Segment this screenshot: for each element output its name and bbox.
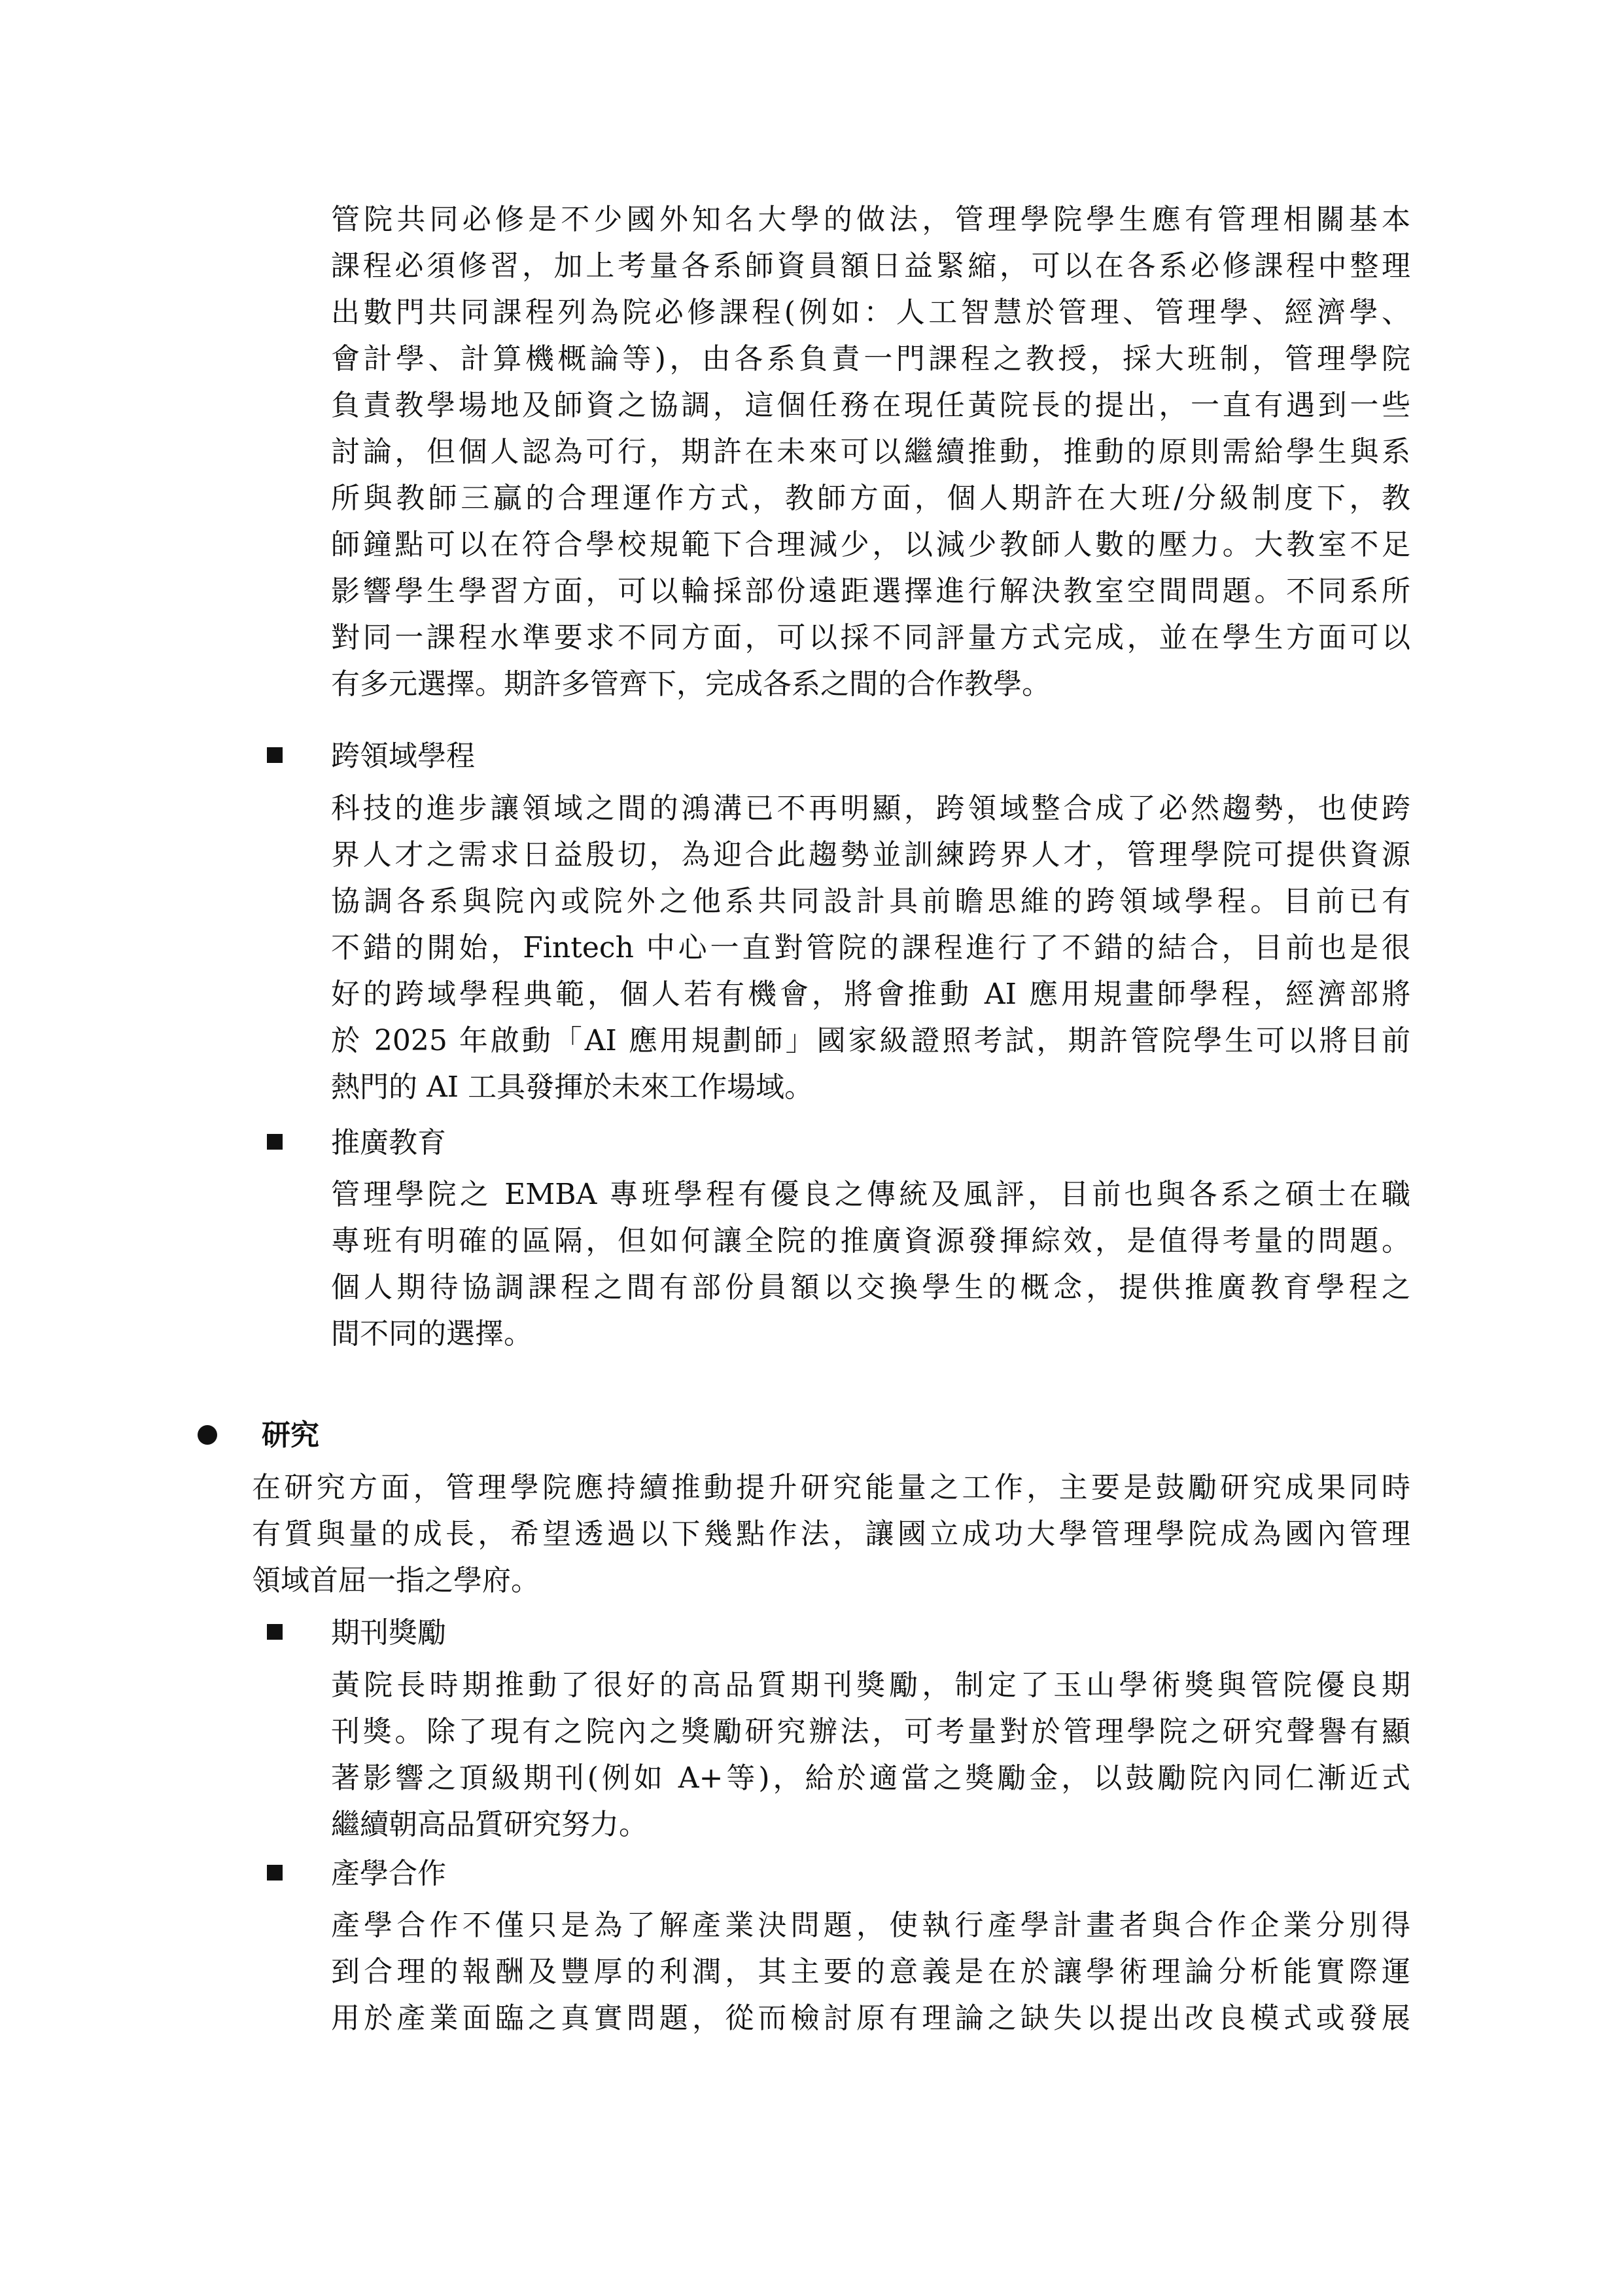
round-bullet-icon <box>198 1425 217 1445</box>
text-line: 界人才之需求日益殷切，為迎合此趨勢並訓練跨界人才，管理學院可提供資源 <box>331 838 1410 872</box>
text-line: 黃院長時期推動了很好的高品質期刊獎勵，制定了玉山學術獎與管院優良期 <box>331 1669 1410 1702</box>
research-title: 研究 <box>262 1419 319 1452</box>
intro-paragraph <box>331 196 1410 707</box>
text-line: 影響學生學習方面，可以輪採部份遠距選擇進行解決教室空間問題。不同系所 <box>331 574 1410 608</box>
text-line: 個人期待協調課程之間有部份員額以交換學生的概念，提供推廣教育學程之 <box>331 1271 1410 1304</box>
extension-title: 推廣教育 <box>331 1126 446 1159</box>
text-line: 好的跨域學程典範，個人若有機會，將會推動 AI 應用規畫師學程，經濟部將 <box>331 978 1410 1011</box>
square-bullet-icon <box>267 747 283 763</box>
text-line: 刊獎。除了現有之院內之獎勵研究辦法，可考量對於管理學院之研究聲譽有顯 <box>331 1715 1410 1748</box>
text-line: 有質與量的成長，希望透過以下幾點作法，讓國立成功大學管理學院成為國內管理 <box>252 1517 1410 1551</box>
industry-cooperation-heading <box>331 1856 446 1892</box>
cross-domain-paragraph <box>331 785 1410 1110</box>
industry-cooperation-paragraph <box>331 1902 1410 2041</box>
text-line: 間不同的選擇。 <box>331 1317 532 1351</box>
square-bullet-icon <box>267 1624 283 1640</box>
text-line: 於 2025 年啟動「AI 應用規劃師」國家級證照考試，期許管院學生可以將目前 <box>331 1024 1410 1057</box>
text-line: 科技的進步讓領域之間的鴻溝已不再明顯，跨領域整合成了必然趨勢，也使跨 <box>331 792 1410 825</box>
text-line: 用於產業面臨之真實問題，從而檢討原有理論之缺失以提出改良模式或發展 <box>331 2002 1410 2035</box>
industry-cooperation-title: 產學合作 <box>331 1857 446 1890</box>
text-line: 師鐘點可以在符合學校規範下合理減少，以減少教師人數的壓力。大教室不足 <box>331 528 1410 561</box>
extension-paragraph <box>331 1171 1410 1357</box>
journal-award-paragraph <box>331 1662 1410 1848</box>
text-line: 繼續朝高品質研究努力。 <box>331 1808 648 1841</box>
square-bullet-icon <box>267 1865 283 1881</box>
text-line: 領域首屈一指之學府。 <box>252 1564 540 1597</box>
research-paragraph <box>252 1464 1410 1604</box>
text-line: 管院共同必修是不少國外知名大學的做法，管理學院學生應有管理相關基本 <box>331 203 1410 236</box>
text-line: 有多元選擇。期許多管齊下，完成各系之間的合作教學。 <box>331 667 1051 701</box>
text-line: 著影響之頂級期刊(例如 A+等)，給於適當之獎勵金，以鼓勵院內同仁漸近式 <box>331 1761 1410 1795</box>
text-line: 所與教師三贏的合理運作方式，教師方面，個人期許在大班/分級制度下，教 <box>331 482 1410 515</box>
text-line: 熱門的 AI 工具發揮於未來工作場域。 <box>331 1070 814 1104</box>
text-line: 對同一課程水準要求不同方面，可以採不同評量方式完成，並在學生方面可以 <box>331 621 1410 654</box>
text-line: 討論，但個人認為可行，期許在未來可以繼續推動，推動的原則需給學生與系 <box>331 435 1410 468</box>
text-line: 在研究方面，管理學院應持續推動提升研究能量之工作，主要是鼓勵研究成果同時 <box>252 1471 1410 1504</box>
text-line: 協調各系與院內或院外之他系共同設計具前瞻思維的跨領域學程。目前已有 <box>331 885 1410 918</box>
cross-domain-title: 跨領域學程 <box>331 739 475 773</box>
text-line: 管理學院之 EMBA 專班學程有優良之傳統及風評，目前也與各系之碩士在職 <box>331 1178 1410 1211</box>
text-line: 會計學、計算機概論等)，由各系負責一門課程之教授，採大班制，管理學院 <box>331 342 1410 376</box>
square-bullet-icon <box>267 1134 283 1150</box>
text-line: 出數門共同課程列為院必修課程(例如：人工智慧於管理、管理學、經濟學、 <box>331 296 1410 329</box>
text-line: 不錯的開始，Fintech 中心一直對管院的課程進行了不錯的結合，目前也是很 <box>331 931 1410 964</box>
text-line: 到合理的報酬及豐厚的利潤，其主要的意義是在於讓學術理論分析能實際運 <box>331 1955 1410 1988</box>
research-heading <box>262 1417 319 1454</box>
journal-award-heading <box>331 1615 446 1651</box>
text-line: 課程必須修習，加上考量各系師資員額日益緊縮，可以在各系必修課程中整理 <box>331 249 1410 283</box>
journal-award-title: 期刊獎勵 <box>331 1616 446 1650</box>
extension-heading <box>331 1125 446 1161</box>
cross-domain-heading <box>331 738 475 775</box>
text-line: 專班有明確的區隔，但如何讓全院的推廣資源發揮綜效，是值得考量的問題。 <box>331 1224 1410 1258</box>
text-line: 負責教學場地及師資之協調，這個任務在現任黃院長的提出，一直有遇到一些 <box>331 389 1410 422</box>
text-line: 產學合作不僅只是為了解產業決問題，使執行產學計畫者與合作企業分別得 <box>331 1909 1410 1942</box>
